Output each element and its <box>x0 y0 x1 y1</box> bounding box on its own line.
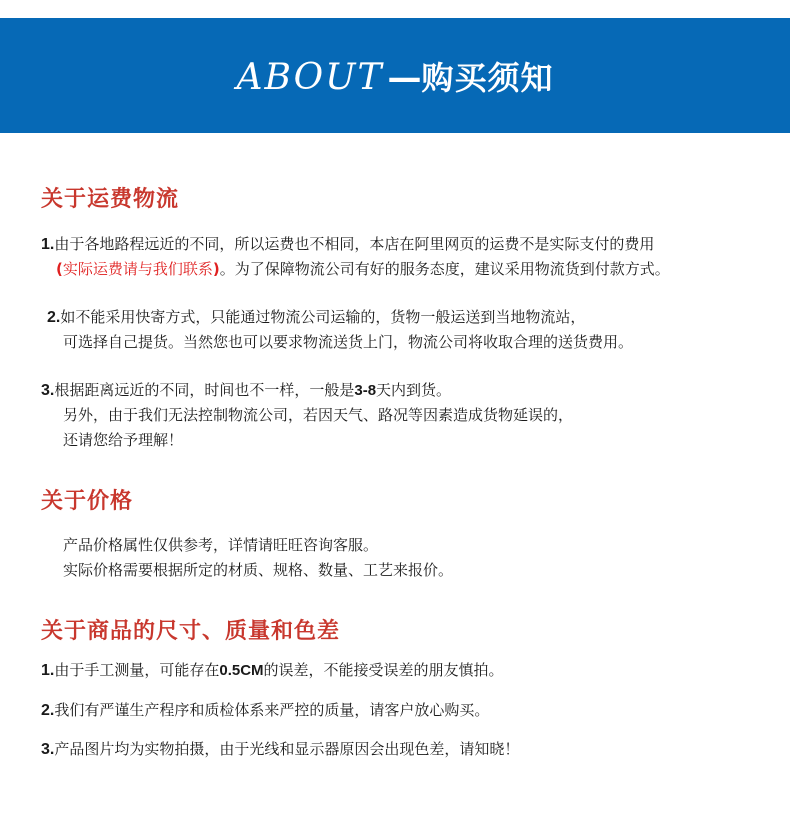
tolerance-value: 0.5CM <box>219 662 264 679</box>
item-text: 天内到货。 <box>376 381 452 399</box>
item-text: 由于各地路程远近的不同，所以运费也不相同，本店在阿里网页的运费不是实际支付的费用 <box>54 235 655 253</box>
delivery-days: 3-8 <box>354 382 377 399</box>
header-banner <box>0 18 790 133</box>
shipping-item-1-line-2 <box>56 259 670 279</box>
item-text: 根据距离远近的不同，时间也不一样，一般是 <box>54 381 355 399</box>
item-number: 3. <box>41 741 55 758</box>
shipping-item-2-line-1 <box>47 307 585 328</box>
contact-note: 实际运费请与我们联系 <box>62 260 213 278</box>
item-text: 。为了保障物流公司有好的服务态度，建议采用物流货到付款方式。 <box>219 260 670 278</box>
banner-title-en: ABOUT <box>236 56 384 98</box>
quality-item-2 <box>41 700 489 721</box>
item-number: 1. <box>41 662 55 679</box>
item-text: 由于手工测量，可能存在 <box>54 661 220 679</box>
section-heading-shipping: 关于运费物流 <box>41 187 180 212</box>
paren-close: ) <box>212 260 220 278</box>
item-number: 1. <box>41 236 55 253</box>
price-line-1: 产品价格属性仅供参考，详情请旺旺咨询客服。 <box>63 536 379 554</box>
quality-item-1 <box>41 660 504 681</box>
banner-title-cn: 购买须知 <box>421 58 554 97</box>
shipping-item-3-line-3: 还请您给予理解！ <box>63 431 184 449</box>
item-text: 如不能采用快寄方式，只能通过物流公司运输的，货物一般运送到当地物流站， <box>60 308 586 326</box>
banner-title <box>236 53 553 99</box>
price-line-2: 实际价格需要根据所定的材质、规格、数量、工艺来报价。 <box>63 561 454 579</box>
shipping-item-1-line-1 <box>41 234 654 255</box>
item-text: 我们有严谨生产程序和质检体系来严控的质量，请客户放心购买。 <box>54 701 490 719</box>
shipping-item-2-line-2: 可选择自己提货。当然您也可以要求物流送货上门，物流公司将收取合理的送货费用。 <box>63 333 634 351</box>
paren-open: ( <box>56 260 63 278</box>
item-text: 的误差，不能接受误差的朋友慎拍。 <box>263 661 504 679</box>
item-text: 产品图片均为实物拍摄，由于光线和显示器原因会出现色差，请知晓！ <box>54 740 520 758</box>
item-number: 3. <box>41 382 55 399</box>
section-heading-quality: 关于商品的尺寸、质量和色差 <box>41 619 341 644</box>
section-heading-price: 关于价格 <box>41 489 134 514</box>
banner-dash: — <box>387 57 422 98</box>
shipping-item-3-line-1 <box>41 380 451 401</box>
item-number: 2. <box>41 702 55 719</box>
quality-item-3 <box>41 739 519 760</box>
shipping-item-3-line-2: 另外，由于我们无法控制物流公司，若因天气、路况等因素造成货物延误的， <box>63 406 574 424</box>
item-number: 2. <box>47 309 61 326</box>
